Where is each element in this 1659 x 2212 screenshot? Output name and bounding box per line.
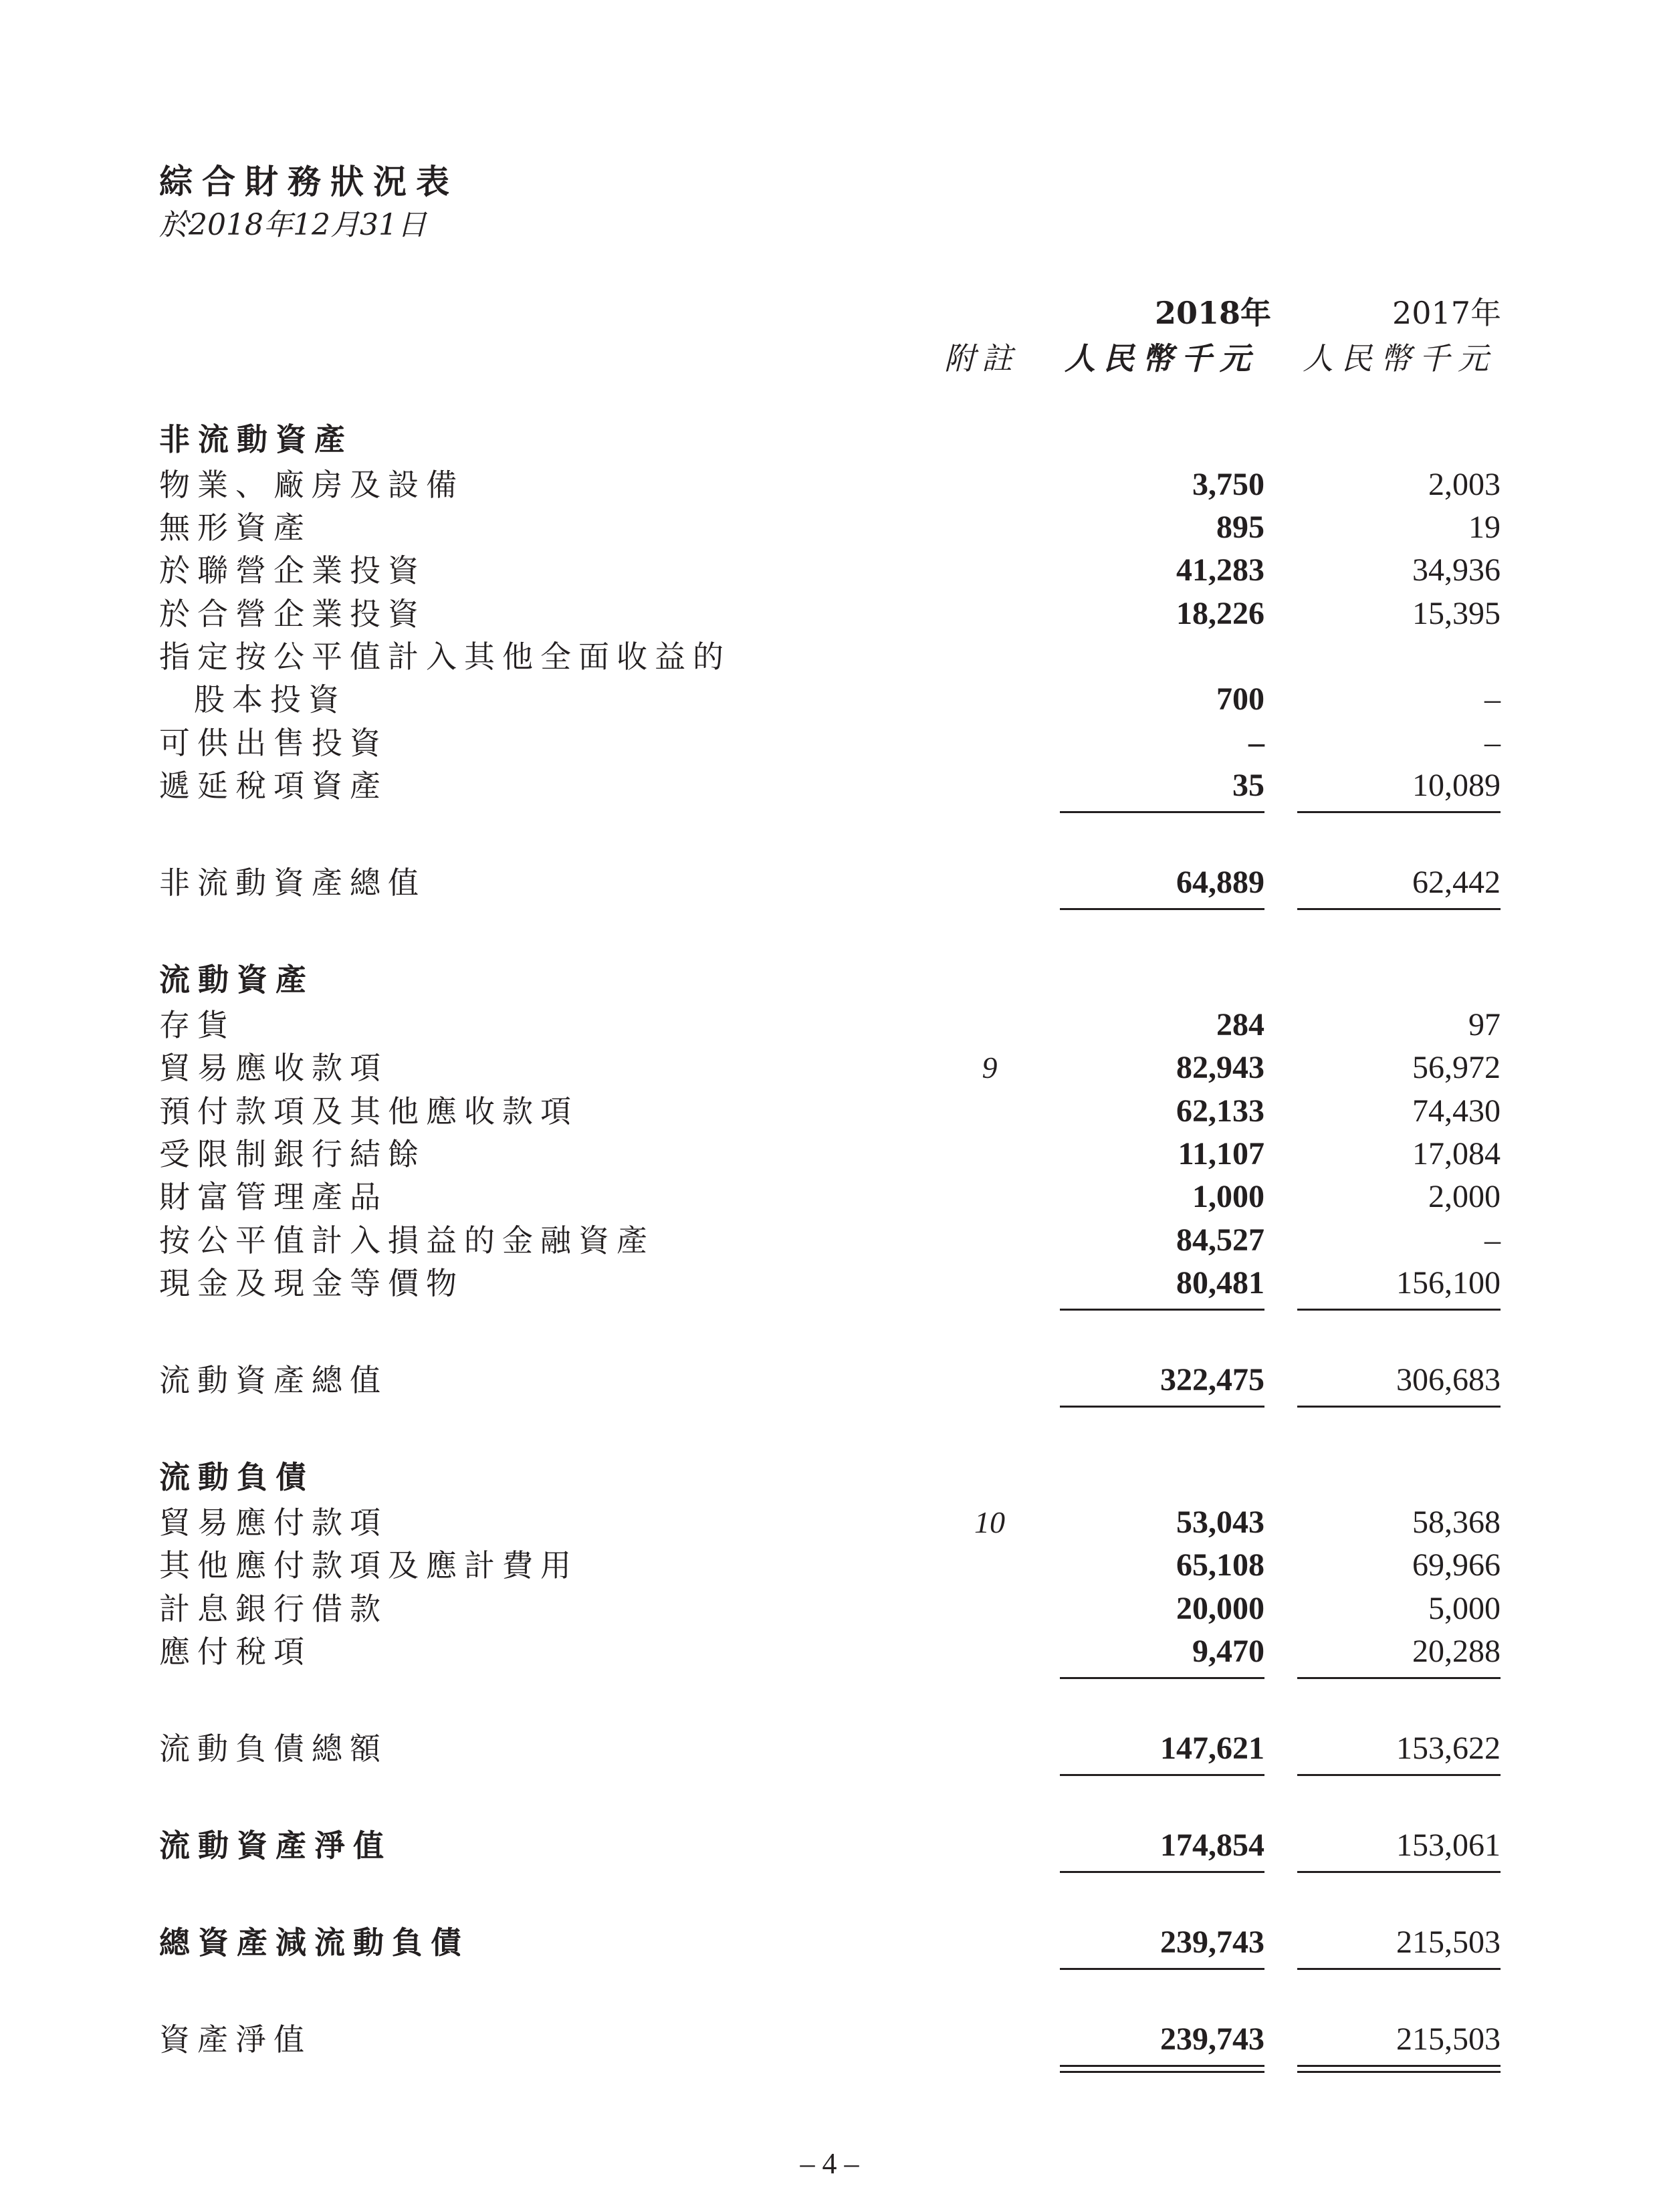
total-rule-2018 [1060, 1406, 1264, 1408]
row-2017-borrowings: 5,000 [1428, 1591, 1501, 1626]
row-label-associates: 於聯營企業投資 [159, 552, 426, 588]
row-2017-intangible: 19 [1468, 510, 1501, 545]
row-label-fvoci: 股本投資 [194, 681, 346, 717]
double-rule-top-2017 [1297, 2065, 1501, 2067]
row-label-borrowings: 計息銀行借款 [159, 1591, 388, 1627]
subtotal-rule-2017 [1297, 1677, 1501, 1679]
total-rule-2018 [1060, 1871, 1264, 1873]
row-2017-trade-receivables: 56,972 [1412, 1050, 1501, 1085]
subtotal-rule-2018 [1060, 811, 1264, 813]
row-2018-trade-payables: 53,043 [1176, 1505, 1264, 1540]
section-current-liabilities: 流動負債 [159, 1459, 314, 1495]
row-2018-intangible: 895 [1216, 510, 1264, 545]
row-2017-total-assets-less-cl: 215,503 [1396, 1924, 1501, 1960]
row-label-total-current-assets: 流動資產總值 [159, 1362, 388, 1398]
double-rule-bottom-2017 [1297, 2071, 1501, 2073]
row-label-prepayments: 預付款項及其他應收款項 [159, 1093, 578, 1129]
row-2017-restricted-bank: 17,084 [1412, 1136, 1501, 1172]
row-2017-jv: 15,395 [1412, 596, 1501, 631]
row-label-trade-receivables: 貿易應收款項 [159, 1050, 388, 1086]
row-label-cash: 現金及現金等價物 [159, 1265, 464, 1301]
row-2017-net-current-assets: 153,061 [1396, 1828, 1501, 1863]
section-non-current-assets: 非流動資產 [159, 421, 353, 457]
row-label-deferred-tax: 遞延稅項資產 [159, 768, 388, 804]
total-rule-2017 [1297, 1968, 1501, 1970]
header-note: 附註 [944, 340, 1019, 376]
row-2018-fvoci: 700 [1216, 681, 1264, 717]
row-2018-total-current-assets: 322,475 [1160, 1362, 1264, 1398]
row-2018-total-non-current: 64,889 [1176, 865, 1264, 900]
header-2017-year: 2017年 [1392, 295, 1502, 331]
row-2018-tax-payable: 9,470 [1192, 1634, 1264, 1669]
subtotal-rule-2018 [1060, 1309, 1264, 1311]
row-2018-associates: 41,283 [1176, 552, 1264, 588]
header-2017-unit: 人民幣千元 [1303, 340, 1497, 376]
statement-date: 於2018年12月31日 [159, 208, 427, 242]
row-2018-net-current-assets: 174,854 [1160, 1828, 1264, 1863]
row-2017-net-assets: 215,503 [1396, 2021, 1501, 2057]
row-2017-fvtpl: – [1484, 1222, 1501, 1258]
total-rule-2017 [1297, 1406, 1501, 1408]
section-current-assets: 流動資產 [159, 962, 314, 998]
row-2017-total-current-liabilities: 153,622 [1396, 1731, 1501, 1766]
row-label-fvoci-line1: 指定按公平值計入其他全面收益的 [159, 639, 731, 675]
row-2017-prepayments: 74,430 [1412, 1093, 1501, 1129]
row-label-ppe: 物業、廠房及設備 [159, 467, 464, 503]
row-label-restricted-bank: 受限制銀行結餘 [159, 1136, 426, 1172]
row-2017-deferred-tax: 10,089 [1412, 768, 1501, 803]
subtotal-rule-2018 [1060, 1677, 1264, 1679]
row-2017-cash: 156,100 [1396, 1265, 1501, 1301]
row-note-trade-payables: 10 [974, 1505, 1005, 1539]
subtotal-rule-2017 [1297, 1309, 1501, 1311]
row-2017-fvoci: – [1484, 681, 1501, 717]
row-label-wealth-mgmt: 財富管理產品 [159, 1179, 388, 1215]
row-2017-inventories: 97 [1468, 1007, 1501, 1042]
header-2018-unit: 人民幣千元 [1065, 340, 1258, 376]
row-2018-other-payables: 65,108 [1176, 1547, 1264, 1583]
row-2018-wealth-mgmt: 1,000 [1192, 1179, 1264, 1214]
row-2018-prepayments: 62,133 [1176, 1093, 1264, 1129]
header-2018-year: 2018年 [1155, 295, 1272, 331]
total-rule-2017 [1297, 1871, 1501, 1873]
row-2018-restricted-bank: 11,107 [1178, 1136, 1264, 1172]
row-2018-deferred-tax: 35 [1232, 768, 1264, 803]
row-note-trade-receivables: 9 [982, 1050, 998, 1085]
row-label-trade-payables: 貿易應付款項 [159, 1505, 388, 1541]
total-rule-2017 [1297, 908, 1501, 910]
row-label-inventories: 存貨 [159, 1007, 235, 1043]
total-rule-2018 [1060, 908, 1264, 910]
row-2017-afs: – [1484, 725, 1501, 760]
statement-title: 綜合財務狀況表 [159, 162, 459, 201]
row-2017-other-payables: 69,966 [1412, 1547, 1501, 1583]
row-label-tax-payable: 應付稅項 [159, 1634, 312, 1670]
row-label-intangible: 無形資產 [159, 510, 312, 546]
row-2018-borrowings: 20,000 [1176, 1591, 1264, 1626]
double-rule-top-2018 [1060, 2065, 1264, 2067]
row-label-net-assets: 資產淨值 [159, 2021, 312, 2058]
row-2018-afs: – [1248, 725, 1264, 760]
total-rule-2018 [1060, 1968, 1264, 1970]
row-2017-tax-payable: 20,288 [1412, 1634, 1501, 1669]
page-number: – 4 – [800, 2147, 859, 2180]
row-2018-cash: 80,481 [1176, 1265, 1264, 1301]
row-2018-jv: 18,226 [1176, 596, 1264, 631]
row-2018-net-assets: 239,743 [1160, 2021, 1264, 2057]
double-rule-bottom-2018 [1060, 2071, 1264, 2073]
row-label-total-current-liabilities: 流動負債總額 [159, 1731, 388, 1767]
row-2018-total-current-liabilities: 147,621 [1160, 1731, 1264, 1766]
row-2018-ppe: 3,750 [1192, 467, 1264, 502]
row-2018-inventories: 284 [1216, 1007, 1264, 1042]
row-label-jv: 於合營企業投資 [159, 596, 426, 632]
row-2017-trade-payables: 58,368 [1412, 1505, 1501, 1540]
row-2018-fvtpl: 84,527 [1176, 1222, 1264, 1258]
row-label-other-payables: 其他應付款項及應計費用 [159, 1547, 578, 1583]
row-2017-total-non-current: 62,442 [1412, 865, 1501, 900]
total-rule-2018 [1060, 1774, 1264, 1776]
row-label-total-assets-less-cl: 總資產減流動負債 [159, 1924, 469, 1961]
subtotal-rule-2017 [1297, 811, 1501, 813]
row-2017-ppe: 2,003 [1428, 467, 1501, 502]
row-label-net-current-assets: 流動資產淨值 [159, 1828, 392, 1864]
row-2018-total-assets-less-cl: 239,743 [1160, 1924, 1264, 1960]
total-rule-2017 [1297, 1774, 1501, 1776]
row-label-total-non-current: 非流動資產總值 [159, 865, 426, 901]
row-2018-trade-receivables: 82,943 [1176, 1050, 1264, 1085]
row-label-fvtpl: 按公平值計入損益的金融資產 [159, 1222, 655, 1258]
row-label-afs: 可供出售投資 [159, 725, 388, 761]
row-2017-wealth-mgmt: 2,000 [1428, 1179, 1501, 1214]
row-2017-total-current-assets: 306,683 [1396, 1362, 1501, 1398]
row-2017-associates: 34,936 [1412, 552, 1501, 588]
